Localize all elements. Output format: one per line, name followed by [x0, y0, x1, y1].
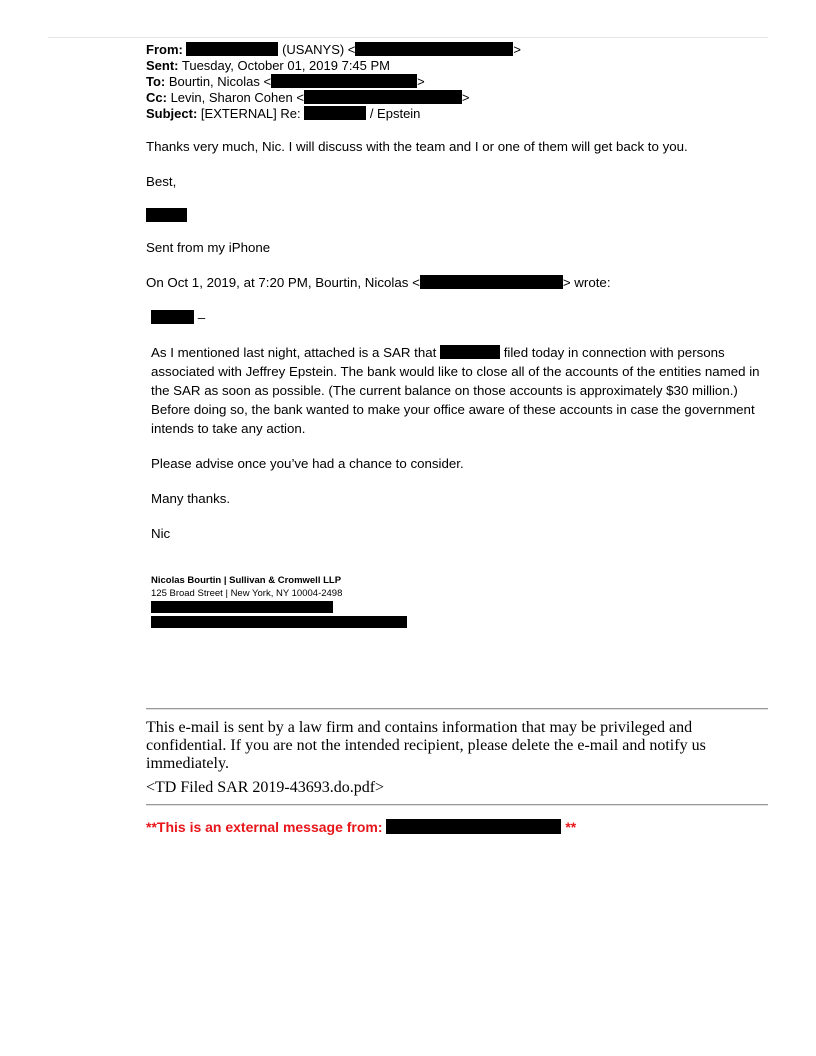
signature-redaction: [146, 207, 768, 221]
quoted-p1-rest: filed today in connection with persons associated with Jeffrey Epstein. The bank would like to close all of the accounts of the entities named in the SAR as soon as possible. (The current balance on those accounts is approximately $30 million.) Before doing so, the bank wanted to make your office aware of these accounts in case the government intends to take any action.: [151, 345, 760, 436]
redaction-block: [440, 345, 500, 359]
legal-disclaimer: This e-mail is sent by a law firm and contains information that may be privileged and confidential. If you are not the intended recipient, please delete the e-mail and notify us immediately.: [146, 719, 706, 772]
divider: [146, 804, 768, 806]
from-close: >: [513, 42, 521, 57]
cc-label: Cc:: [146, 90, 167, 105]
redaction-block: [304, 90, 462, 104]
to-value: Bourtin, Nicolas <: [165, 74, 272, 89]
cc-line: [146, 90, 768, 106]
quoted-message: [151, 308, 768, 629]
to-label: To:: [146, 74, 166, 89]
subject-prefix: [EXTERNAL] Re:: [197, 106, 305, 121]
to-close: >: [417, 74, 425, 89]
redaction-block: [151, 601, 333, 613]
redaction-block: [186, 42, 278, 56]
disclaimer-section: [146, 708, 768, 806]
redaction-block: [355, 42, 513, 56]
quoted-paragraph-2: Please advise once you’ve had a chance to consider.: [151, 456, 464, 471]
signature-name: Nicolas Bourtin | Sullivan & Cromwell LLP: [151, 575, 342, 586]
from-line: [146, 42, 768, 58]
sent-value: Tuesday, October 01, 2019 7:45 PM: [178, 58, 390, 73]
reply-body: Thanks very much, Nic. I will discuss with the team and I or one of them will get back to you.: [146, 139, 688, 154]
divider: [146, 708, 768, 710]
redaction-block: [386, 819, 561, 834]
email-document: [146, 42, 768, 835]
signature-redaction-line-2: [151, 616, 768, 629]
from-label: From:: [146, 42, 183, 57]
cc-close: >: [461, 90, 470, 105]
redaction-block: [304, 106, 366, 120]
top-divider: [48, 37, 768, 38]
quote-intro-prefix: On Oct 1, 2019, at 7:20 PM, Bourtin, Nicolas <: [146, 275, 420, 290]
attachment-name[interactable]: <TD Filed SAR 2019-43693.do.pdf>: [146, 779, 385, 796]
reply-closing: Best,: [146, 174, 177, 189]
redaction-block: [146, 208, 187, 222]
subject-line: [146, 106, 768, 122]
to-line: [146, 74, 768, 90]
quoted-p1-start: As I mentioned last night, attached is a SAR that: [151, 345, 440, 360]
signature-address: 125 Broad Street | New York, NY 10004-2498: [151, 588, 343, 599]
subject-suffix: / Epstein: [366, 106, 421, 121]
sent-from-line: Sent from my iPhone: [146, 240, 271, 255]
redaction-block: [420, 275, 563, 289]
email-signature: [151, 574, 768, 629]
quoted-paragraph-4: Nic: [151, 526, 171, 541]
quote-intro-suffix: > wrote:: [562, 275, 611, 290]
quoted-greeting: [151, 308, 768, 327]
external-notice-suffix: **: [561, 819, 577, 835]
quote-intro: [146, 273, 768, 292]
redaction-block: [151, 310, 194, 324]
cc-value: Levin, Sharon Cohen <: [166, 90, 304, 105]
from-suffix: (USANYS) <: [278, 42, 356, 57]
external-notice-prefix: **This is an external message from:: [146, 819, 387, 835]
quoted-paragraph-1: [151, 343, 768, 438]
signature-redaction-line-1: [151, 601, 768, 614]
sent-line: [146, 58, 768, 74]
quoted-paragraph-3: Many thanks.: [151, 491, 231, 506]
greeting-dash: –: [197, 310, 206, 325]
external-message-banner: [146, 819, 768, 835]
subject-label: Subject:: [146, 106, 198, 121]
sent-label: Sent:: [146, 58, 179, 73]
redaction-block: [151, 616, 407, 628]
redaction-block: [271, 74, 417, 88]
